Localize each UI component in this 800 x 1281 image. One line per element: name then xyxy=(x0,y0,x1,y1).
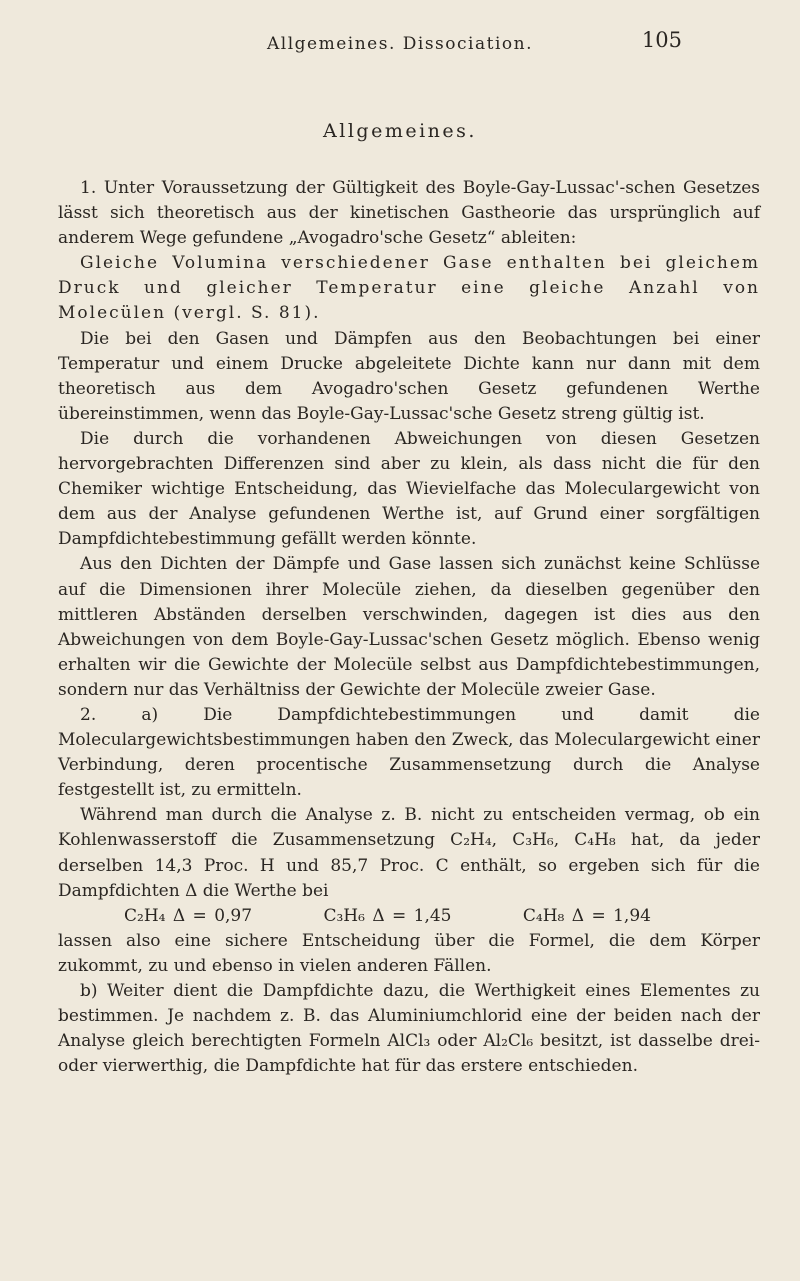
paragraph-9: b) Weiter dient die Dampfdichte dazu, die Werthigkeit eines Elementes zu bestimmen. Je nachdem z. B. das Aluminiumchlorid eine der beiden nach der Analyse gleich berechtigten Formeln AlCl₃ oder Al₂Cl₆ besitzt, ist dasselbe drei- oder vierwerthig, die Dampfdichte hat für das erstere entschieden. xyxy=(58,981,760,1077)
running-head-title: Allgemeines. Dissociation. xyxy=(267,34,533,54)
page-number: 105 xyxy=(641,28,682,52)
paragraph-4: Die durch die vorhandenen Abweichungen von diesen Gesetzen hervorgebrachten Differenzen sind aber zu klein, als dass nicht die für den Chemiker wichtige Entscheidung, das Wievielfache das Moleculargewicht von dem aus der Analyse gefundenen Werthe ist, auf Grund einer sorgfältigen Dampfdichtebestimmung gefällt werden könnte. xyxy=(58,428,760,550)
paragraph-1: 1. Unter Voraussetzung der Gültigkeit des Boyle-Gay-Lussac'-schen Gesetzes lässt sich theoretisch aus der kinetischen Gastheorie das ursprünglich auf anderem Wege gefundene „Avogadro'sche Gesetz“ ableiten: xyxy=(58,178,760,249)
running-head xyxy=(0,28,800,58)
formula-c3h6: C₃H₆ Δ = 1,45 xyxy=(323,905,452,926)
paragraph-3: Die bei den Gasen und Dämpfen aus den Beobachtungen bei einer Temperatur und einem Drucke abgeleitete Dichte kann nur dann mit dem theoretisch aus dem Avogadro'schen Gesetz gefundenen Werthe übereinstimmen, wenn das Boyle-Gay-Lussac'sche Gesetz streng gültig ist. xyxy=(58,328,760,424)
section-heading: Allgemeines. xyxy=(323,120,477,142)
paragraph-law-statement: Gleiche Volumina verschiedener Gase enthalten bei gleichem Druck und gleicher Temperatur eine gleiche Anzahl von Molecülen (vergl. S. 81). xyxy=(58,253,760,324)
paragraph-5: Aus den Dichten der Dämpfe und Gase lassen sich zunächst keine Schlüsse auf die Dimensionen ihrer Molecüle ziehen, da dieselben gegenüber den mittleren Abständen derselben verschwinden, dagegen ist dies aus den Abweichungen von dem Boyle-Gay-Lussac'schen Gesetz möglich. Ebenso wenig erhalten wir die Gewichte der Molecüle selbst aus Dampfdichtebestimmungen, sondern nur das Verhältniss der Gewichte der Molecüle zweier Gase. xyxy=(58,554,760,700)
formula-c4h8: C₄H₈ Δ = 1,94 xyxy=(522,905,651,926)
formula-c2h4: C₂H₄ Δ = 0,97 xyxy=(124,905,253,926)
body-text xyxy=(58,176,760,1079)
paragraph-6: 2. a) Die Dampfdichtebestimmungen und damit die Moleculargewichtsbestimmungen haben den Zweck, das Moleculargewicht einer Verbindung, deren procentische Zusammensetzung durch die Analyse festgestellt ist, zu ermitteln. xyxy=(58,704,760,801)
formula-line xyxy=(58,904,760,929)
paragraph-7: Während man durch die Analyse z. B. nicht zu entscheiden vermag, ob ein Kohlenwasserstoff die Zusammensetzung C₂H₄, C₃H₆, C₄H₈ hat, da jeder derselben 14,3 Proc. H und 85,7 Proc. C enthält, so ergeben sich für die Dampfdichten Δ die Werthe bei xyxy=(58,805,760,901)
paragraph-8: lassen also eine sichere Entscheidung über die Formel, die dem Körper zukommt, zu und ebenso in vielen anderen Fällen. xyxy=(58,930,760,976)
